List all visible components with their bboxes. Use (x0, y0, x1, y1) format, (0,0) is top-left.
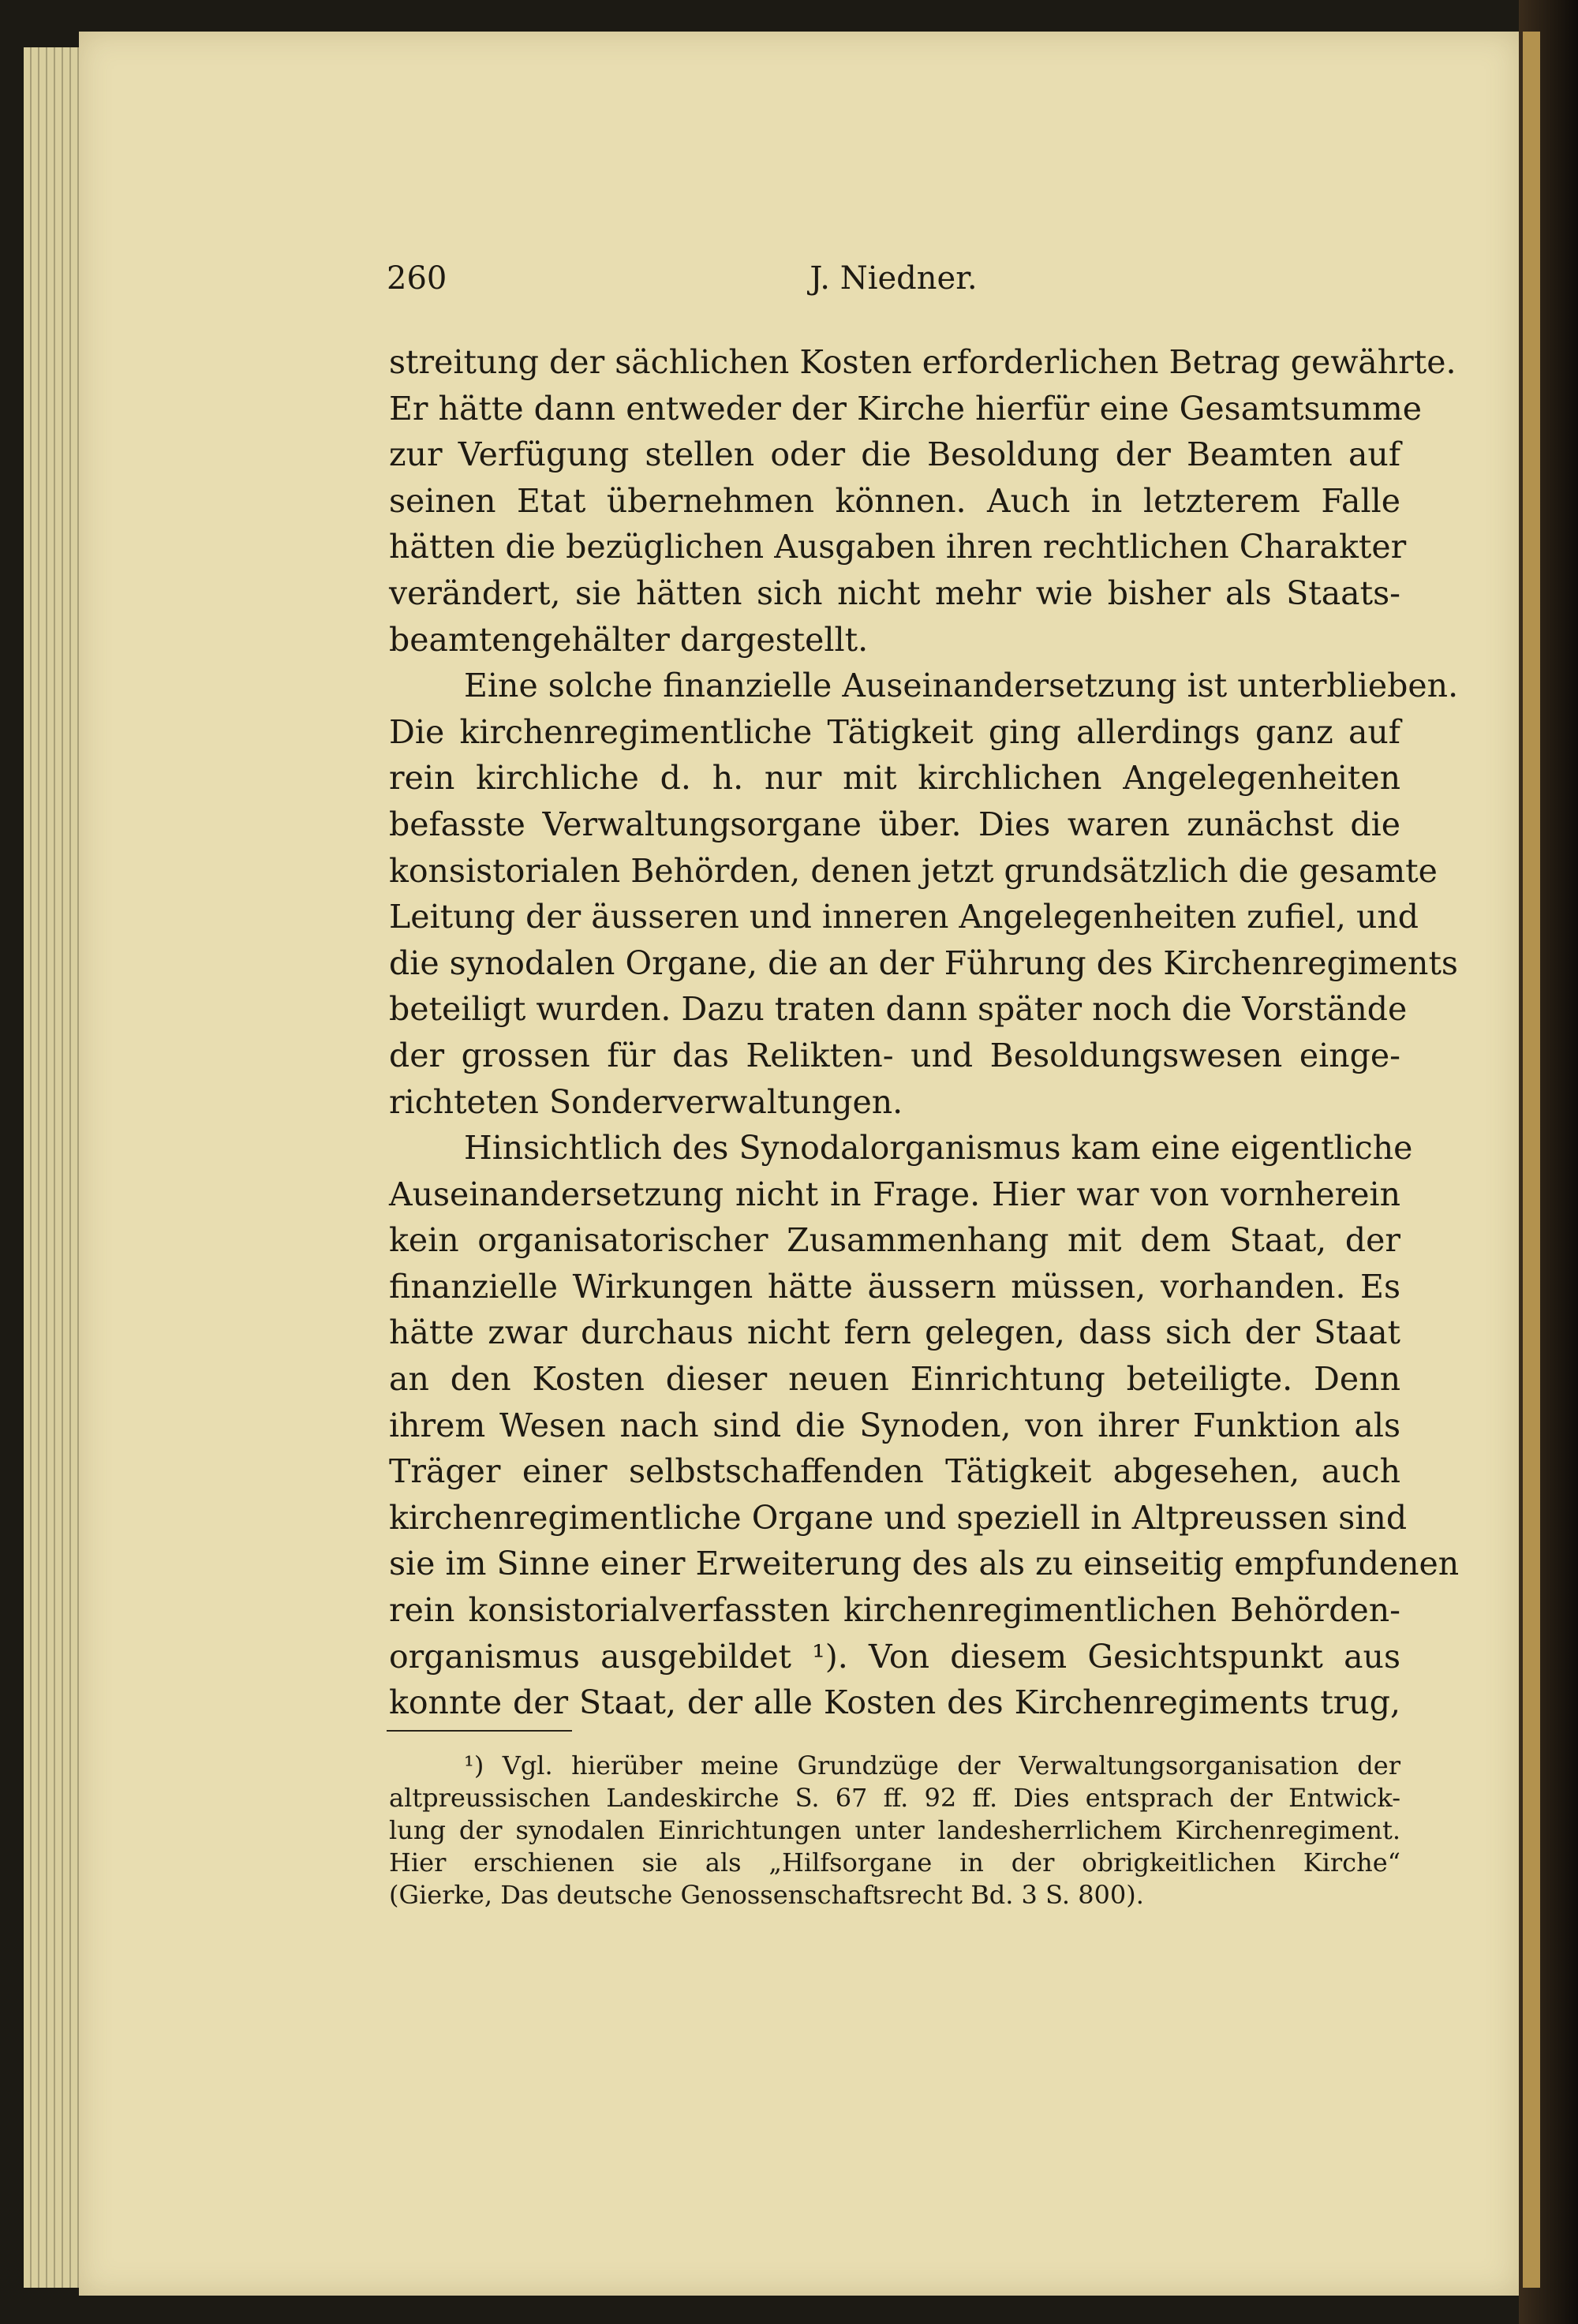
footnote-line: lung der synodalen Einrichtungen unter landesherrlichem Kirchenregiment. (389, 1815, 1400, 1845)
text-line: organismus ausgebildet ¹). Von diesem Gesichtspunkt aus (389, 1637, 1400, 1676)
footnote-line: (Gierke, Das deutsche Genossenschaftsrecht Bd. 3 S. 800). (389, 1880, 1144, 1910)
text-line: sie im Sinne einer Erweiterung des als zu einseitig empfundenen (389, 1545, 1460, 1583)
text-line: hätten die bezüglichen Ausgaben ihren rechtlichen Charakter (389, 528, 1407, 566)
text-line: rein kirchliche d. h. nur mit kirchlichen Angelegenheiten (389, 759, 1400, 798)
footnote-line: Hier erschienen sie als „Hilfsorgane in der obrigkeitlichen Kirche“ (389, 1848, 1400, 1878)
text-line: Eine solche finanzielle Auseinandersetzung ist unterblieben. (464, 667, 1459, 705)
running-title: J. Niedner. (810, 260, 978, 297)
footnote-rule (387, 1730, 572, 1732)
text-line: beamtengehälter dargestellt. (389, 620, 869, 659)
text-line: streitung der sächlichen Kosten erforderlichen Betrag gewährte. (389, 343, 1456, 381)
facing-page-edge (1523, 32, 1540, 2288)
text-line: der grossen für das Relikten- und Besoldungswesen einge- (389, 1036, 1400, 1074)
text-line: finanzielle Wirkungen hätte äussern müssen, vorhanden. Es (389, 1267, 1400, 1306)
text-line: Träger einer selbstschaffenden Tätigkeit abgesehen, auch (389, 1452, 1400, 1491)
text-line: befasste Verwaltungsorgane über. Dies waren zunächst die (389, 805, 1400, 843)
running-header (387, 260, 1400, 300)
text-line: konnte der Staat, der alle Kosten des Kirchenregiments trug, (389, 1683, 1400, 1722)
text-line: seinen Etat übernehmen können. Auch in letzterem Falle (389, 481, 1400, 520)
page-number: 260 (387, 260, 447, 297)
text-line: Hinsichtlich des Synodalorganismus kam eine eigentliche (464, 1129, 1413, 1168)
text-line: an den Kosten dieser neuen Einrichtung beteiligte. Denn (389, 1360, 1400, 1399)
text-line: konsistorialen Behörden, denen jetzt grundsätzlich die gesamte (389, 851, 1438, 890)
text-line: verändert, sie hätten sich nicht mehr wie bisher als Staats- (389, 574, 1400, 612)
text-line: Er hätte dann entweder der Kirche hierfür eine Gesamtsumme (389, 389, 1422, 428)
footnotes (389, 1750, 1400, 1911)
text-line: Leitung der äusseren und inneren Angelegenheiten zufiel, und (389, 898, 1419, 936)
footnote-line: altpreussischen Landeskirche S. 67 ff. 92 ff. Dies entsprach der Entwick- (389, 1783, 1400, 1813)
text-line: richteten Sonderverwaltungen. (389, 1082, 903, 1121)
footnote-line: ¹) Vgl. hierüber meine Grundzüge der Verwaltungsorganisation der (464, 1750, 1400, 1780)
text-line: hätte zwar durchaus nicht fern gelegen, dass sich der Staat (389, 1313, 1400, 1352)
text-line: ihrem Wesen nach sind die Synoden, von ihrer Funktion als (389, 1406, 1400, 1444)
text-line: Die kirchenregimentliche Tätigkeit ging allerdings ganz auf (389, 712, 1400, 751)
body-text (389, 339, 1460, 1726)
text-line: kirchenregimentliche Organe und speziell in Altpreussen sind (389, 1498, 1408, 1537)
text-line: die synodalen Organe, die an der Führung des Kirchenregiments (389, 943, 1458, 982)
text-line: beteiligt wurden. Dazu traten dann später noch die Vorstände (389, 990, 1408, 1029)
text-line: zur Verfügung stellen oder die Besoldung der Beamten auf (389, 435, 1400, 474)
text-line: rein konsistorialverfassten kirchenregimentlichen Behörden- (389, 1591, 1400, 1630)
text-line: Auseinandersetzung nicht in Frage. Hier war von vornherein (389, 1175, 1400, 1213)
text-line: kein organisatorischer Zusammenhang mit dem Staat, der (389, 1221, 1400, 1260)
